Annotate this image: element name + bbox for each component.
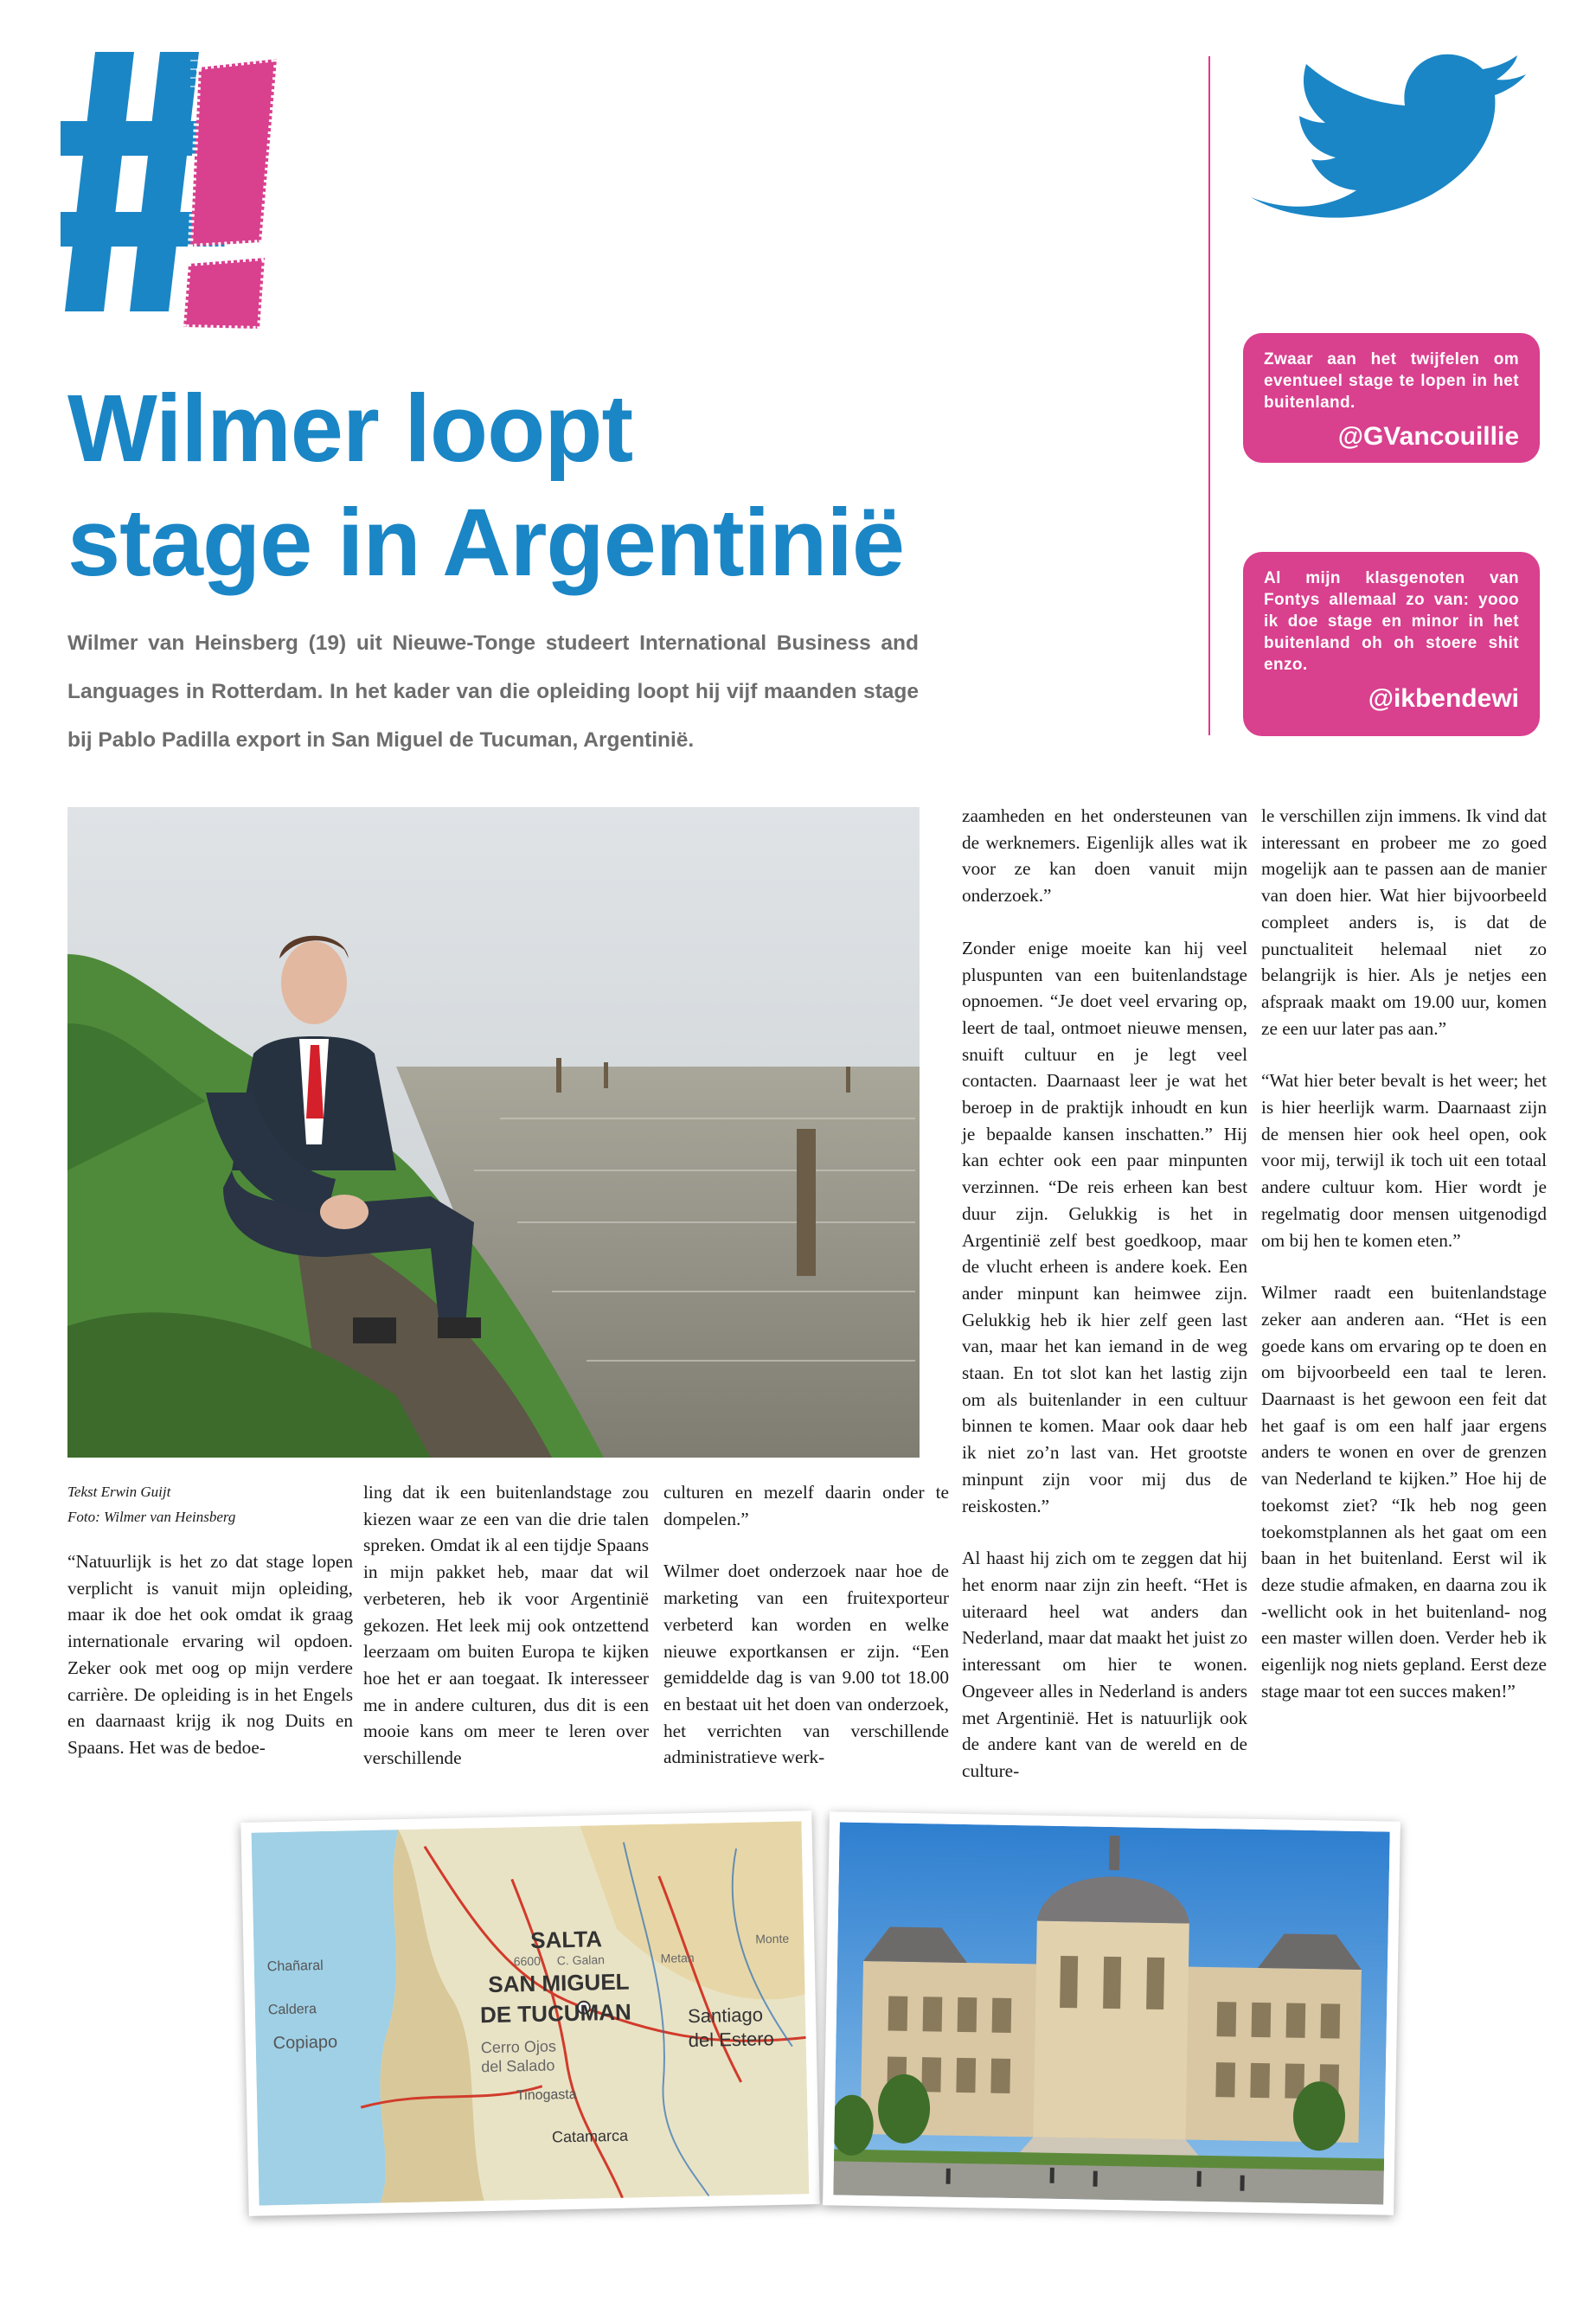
map-label: Metan bbox=[660, 1951, 695, 1965]
map-label: C. Galan bbox=[556, 1952, 606, 1968]
twitter-bird-icon bbox=[1246, 52, 1540, 260]
tweet-text: Al mijn klasgenoten van Fontys allemaal zo van: yooo ik doe stage en minor in het buitenland oh oh stoere shit enzo. bbox=[1264, 569, 1519, 674]
tweet-handle[interactable]: @GVancouillie bbox=[1337, 422, 1519, 451]
map-label: SALTA bbox=[529, 1926, 603, 1953]
paragraph: Al haast hij zich om te zeggen dat hij het enorm naar zijn zin heeft. “Het is uiteraard heel wat anders dan Nederland, maar dat maakt het juist zo interessant om hier te wonen. Ongeveer alles in Nederland is anders met Argentinië. Het is natuurlijk ook de andere kant van de wereld en de culture- bbox=[962, 1548, 1247, 1781]
credit-photo: Foto: Wilmer van Heinsberg bbox=[67, 1509, 236, 1525]
building-photo bbox=[823, 1811, 1401, 2214]
map-label: Santiago bbox=[687, 2003, 764, 2028]
map-photo bbox=[240, 1811, 819, 2216]
paragraph: le verschillen zijn immens. Ik vind dat interessant en probeer me zo goed mogelijk aan te passen aan de manier van doen hier. Wat hier bijvoorbeeld compleet anders is, is dat de punctualiteit helemaal niet zo belangrijk is hier. Als je netjes een afspraak maakt om 19.00 uur, komen ze een uur later pas aan.” bbox=[1261, 805, 1547, 1039]
paragraph: Wilmer raadt een buitenlandstage zeker aan anderen aan. “Het is een goede kans om ervaring op te doen en om bijvoorbeeld een taal te leren. Daarnaast is het gewoon een feit dat het gaaf is om een half jaar ergens anders te wonen en over de grenzen van Nederland te kijken.” Hoe hij de toekomst ziet? “Ik heb nog geen toekomstplannen als het gaat om een baan in het buitenland. Eerst wil ik deze studie afmaken, en daarna zou ik -wellicht ook in het buitenland- nog een master willen doen. Verder heb ik eigenlijk nog niets gepland. Eerst deze stage maar tot een succes maken!” bbox=[1261, 1282, 1547, 1702]
article-column-3 bbox=[663, 1479, 949, 1797]
article-column-1 bbox=[67, 1479, 353, 1787]
map-label: Chañaral bbox=[266, 1958, 324, 1975]
main-photo bbox=[67, 807, 920, 1458]
credit-text: Tekst Erwin Guijt bbox=[67, 1484, 171, 1500]
tweet-box-1 bbox=[1243, 333, 1540, 463]
tweet-text: Zwaar aan het twijfelen om eventueel stage te lopen in het buitenland. bbox=[1264, 350, 1519, 412]
article-intro: Wilmer van Heinsberg (19) uit Nieuwe-Tonge studeert International Business and Languages in Rotterdam. In het kader van die opleiding loopt hij vijf maanden stage bij Pablo Padilla export in San Miguel de Tucuman, Argentinië. bbox=[67, 631, 919, 752]
map-label: Cerro Ojos bbox=[480, 2037, 557, 2057]
map-label: Monte bbox=[755, 1931, 790, 1946]
title-line-2: stage in Argentinië bbox=[67, 490, 905, 596]
tweet-box-2 bbox=[1243, 552, 1540, 736]
paragraph: culturen en mezelf daarin onder te dompelen.” bbox=[663, 1482, 949, 1529]
title-line-1: Wilmer loopt bbox=[67, 375, 633, 482]
article-title bbox=[67, 372, 1106, 600]
map-label: del Salado bbox=[481, 2056, 555, 2076]
map-label: DE TUCUMAN bbox=[479, 1998, 632, 2029]
credits bbox=[67, 1479, 353, 1529]
map-label: Copiapo bbox=[272, 2032, 338, 2054]
paragraph: Wilmer doet onderzoek naar hoe de marketing van een fruitexporteur verbeterd kan worden en welke nieuwe exportkansen er zijn. “Een gemiddelde dag is van 9.00 tot 18.00 en bestaat uit het doen van onderzoek, het verrichten van verschillende administratieve werk- bbox=[663, 1561, 949, 1768]
map-label: del Estero bbox=[688, 2028, 774, 2052]
article-column-2 bbox=[363, 1479, 649, 1798]
paragraph: ling dat ik een buitenlandstage zou kiezen waar ze een van die drie talen spreken. Omdat ik al een tijdje Spaans in mijn pakket heb, maar dat wil verbeteren, heb ik voor Argentinië gekozen. Het leek mij ook ontzettend leerzaam om buiten Europa te kijken hoe het er aan toegaat. Ik interesseer me in andere culturen, dus dit is een mooie kans om meer te leren over verschillende bbox=[363, 1482, 649, 1769]
vertical-divider bbox=[1208, 56, 1210, 735]
paragraph: “Natuurlijk is het zo dat stage lopen verplicht is vanuit mijn opleiding, maar ik doe het ook omdat ik graag internationale ervaring wil opdoen. Zeker ook met oog op mijn verdere carrière. De opleiding is in het Engels en daarnaast krijg ik nog Duits en Spaans. Het was de bedoe- bbox=[67, 1551, 353, 1758]
paragraph: zaamheden en het ondersteunen van de werknemers. Eigenlijk alles wat ik voor ze kan doen vanuit mijn onderzoek.” bbox=[962, 805, 1247, 907]
paragraph: “Wat hier beter bevalt is het weer; het is hier heerlijk warm. Daarnaast zijn de mensen hier ook heel open, ook voor mij, terwijl ik toch uit een totaal andere cultuur kom. Hier wordt je regelmatig door mensen uitgenodigd om bij hen te komen eten.” bbox=[1261, 1070, 1547, 1251]
map-label: 6600 bbox=[513, 1953, 542, 1969]
article-column-4 bbox=[962, 803, 1247, 1811]
map-label: Catamarca bbox=[551, 2126, 629, 2146]
map-label: SAN MIGUEL bbox=[487, 1968, 630, 1998]
paragraph: Zonder enige moeite kan hij veel pluspunten van een buitenlandstage opnoemen. “Je doet veel ervaring op, leert de taal, ontmoet nieuwe mensen, snuift cultuur en je legt veel contacten. Daarnaast leer je wat het beroep in de praktijk inhoudt en kun je bepaalde kansen inschatten.” Hij kan echter ook een paar minpunten verzinnen. “De reis erheen kan best duur zijn. Gelukkig is het in Argentinië zelf best goedkoop, maar de vlucht erheen is andere koek. Een ander minpunt kan heimwee zijn. Gelukkig heb ik hier zelf geen last van, maar het kan iemand in de weg staan. En tot slot kan het lastig zijn om als buitenlander in een cultuur binnen te komen. Maar ook daar heb ik niet zo’n last van. Het grootste minpunt zijn voor mij dus de reiskosten.” bbox=[962, 937, 1247, 1516]
article-column-5 bbox=[1261, 803, 1547, 1731]
hashtag-exclamation-logo bbox=[61, 52, 294, 329]
tweet-handle[interactable]: @ikbendewi bbox=[1368, 684, 1519, 713]
map-label: Caldera bbox=[267, 2002, 317, 2018]
map-label: Tinogasta bbox=[516, 2086, 577, 2104]
